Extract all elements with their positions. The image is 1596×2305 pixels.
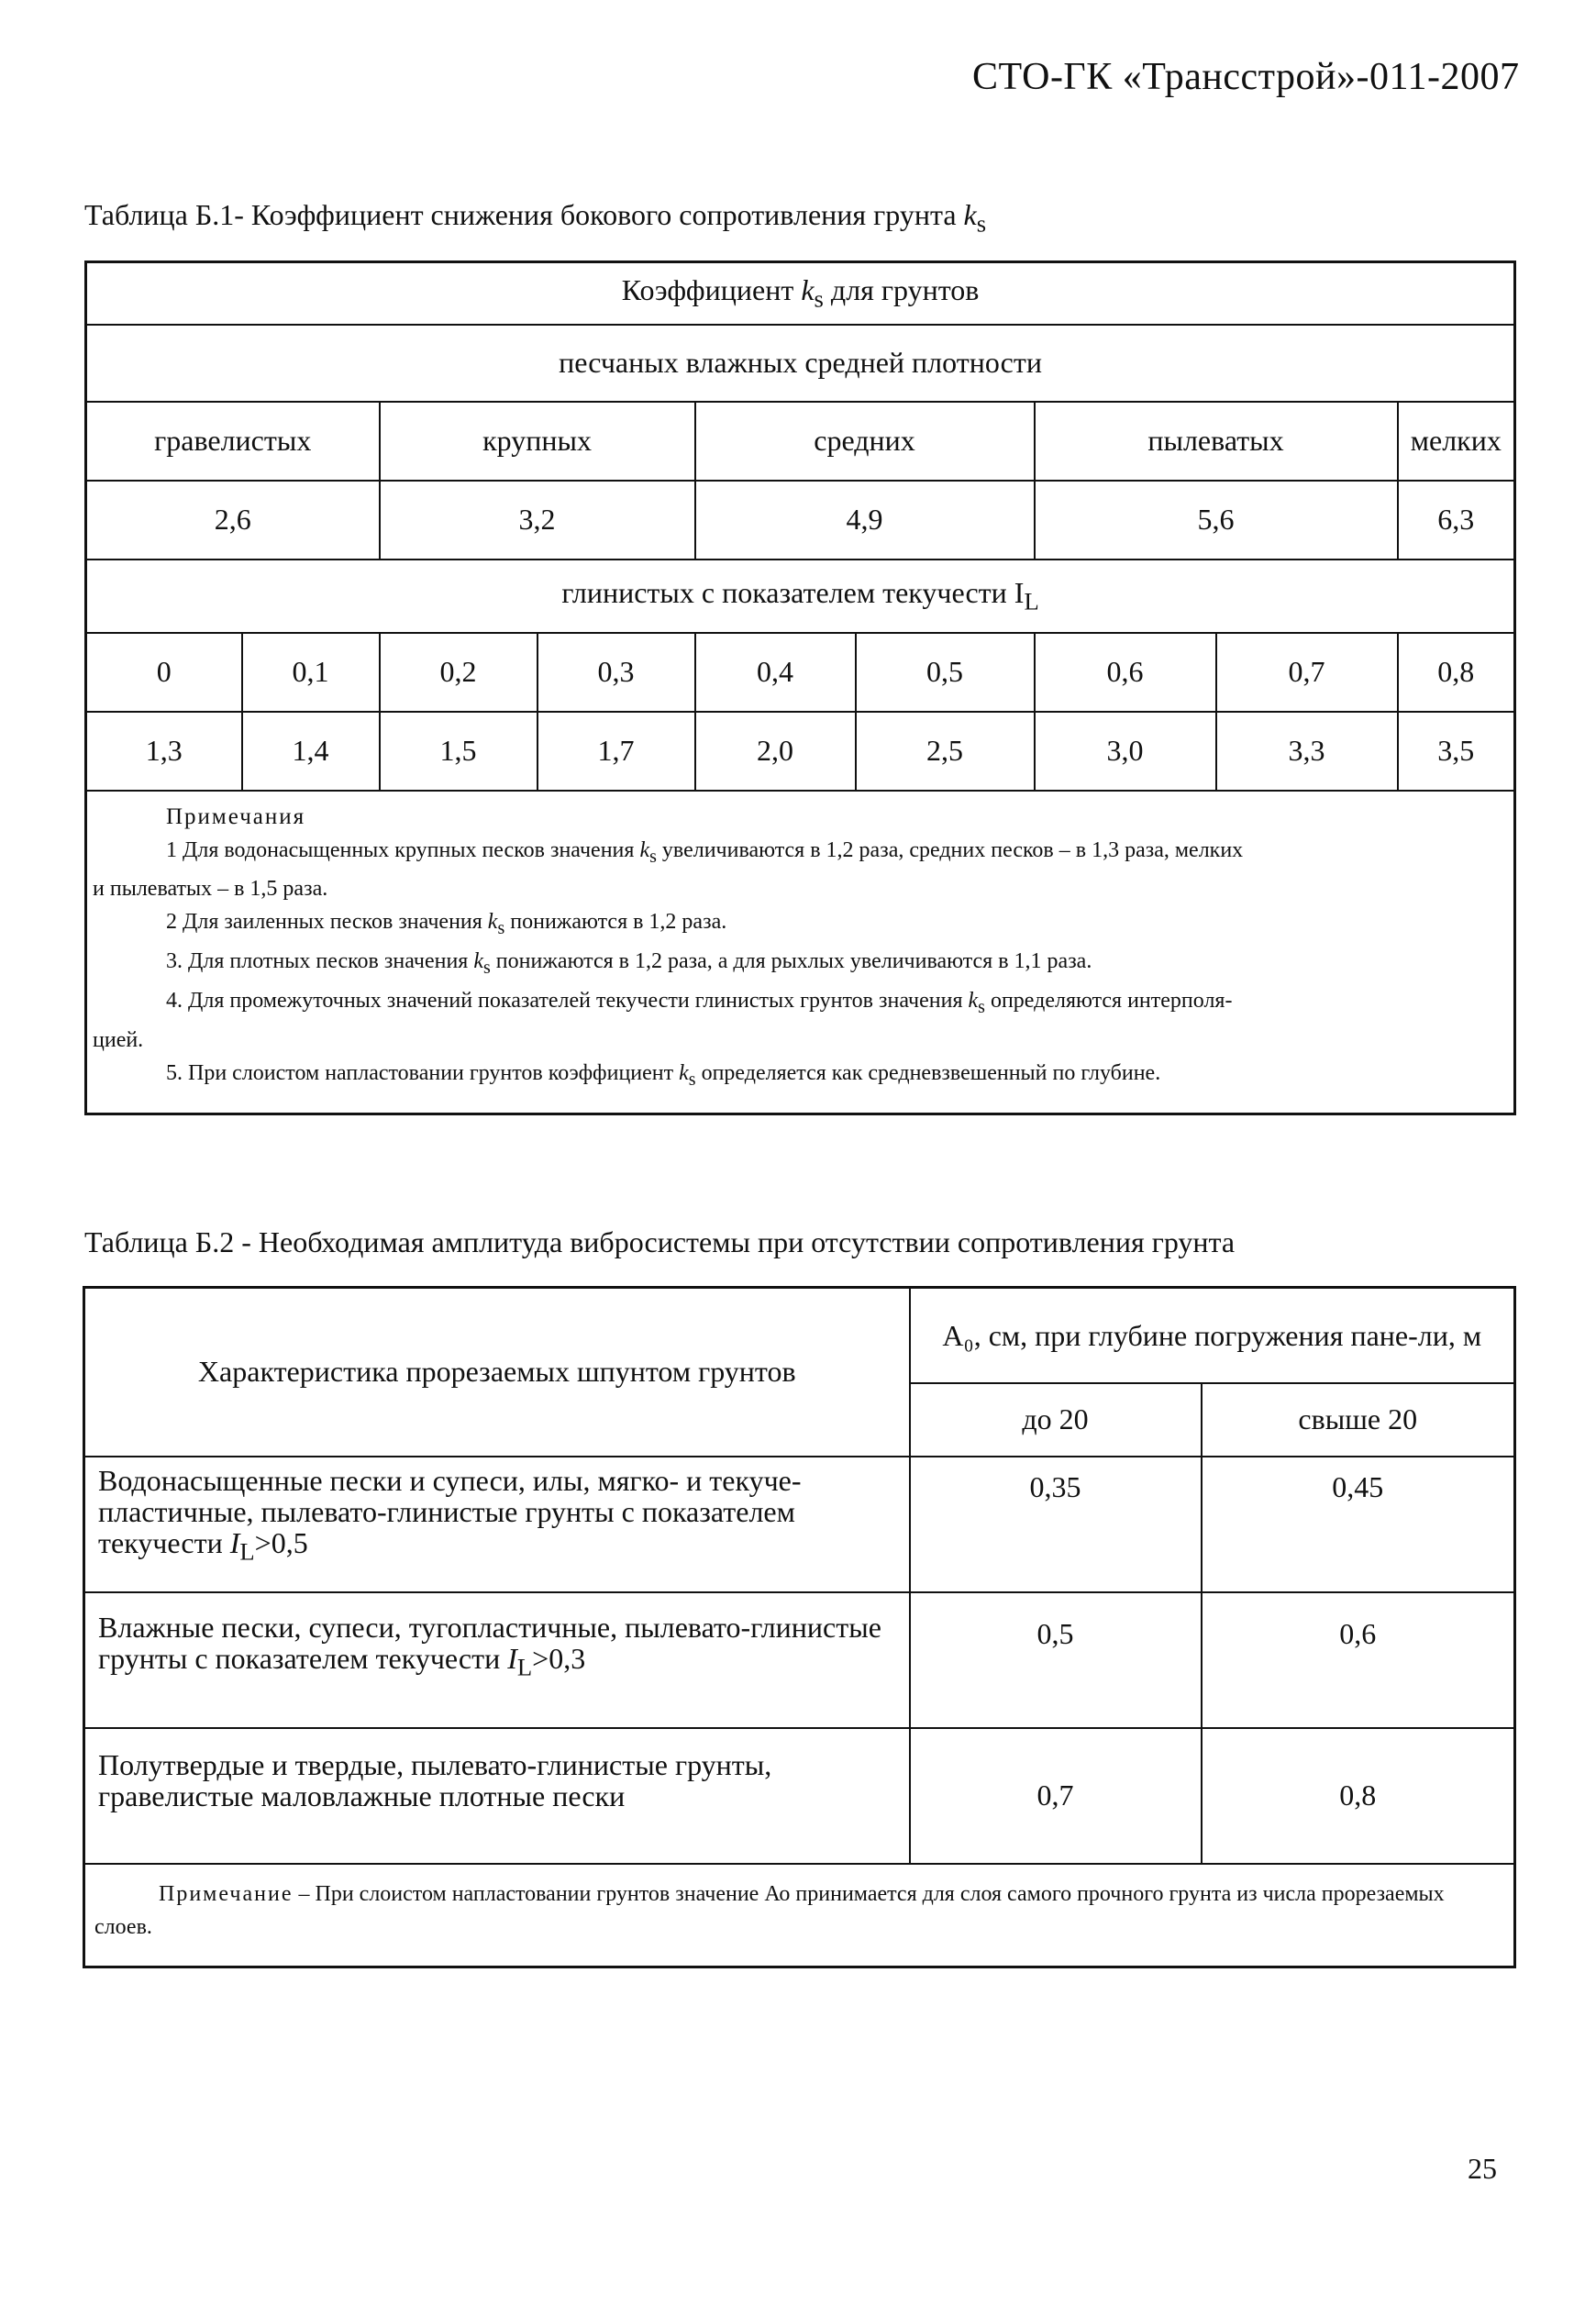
table1-sand-type: средних	[695, 402, 1035, 481]
table1-il-value: 0,4	[695, 633, 856, 712]
table1-clay-header-row	[86, 560, 1515, 633]
table2-amplitude-value: 0,35	[910, 1457, 1202, 1592]
table1-notes-title: Примечания	[166, 803, 306, 829]
table1-il-value: 0,6	[1035, 633, 1216, 712]
table2-soil-description: Водонасыщенные пески и супеси, илы, мягко- и текуче-пластичные, пылевато-глинистые грунты с показателем текучести $I_L>0,5$	[84, 1457, 910, 1592]
table1-title-sub: s	[814, 284, 824, 313]
table1-sand-value: 4,9	[695, 481, 1035, 560]
table1-il-value: 0,8	[1398, 633, 1515, 712]
table1-sand-value: 3,2	[380, 481, 695, 560]
table1-sand-value: 2,6	[86, 481, 380, 560]
table1-caption-text: Таблица Б.1- Коэффициент снижения бокового сопротивления грунта	[84, 198, 964, 231]
table1-sandy-header-row	[86, 325, 1515, 402]
table1-sand-value: 6,3	[1398, 481, 1515, 560]
table1-notes	[86, 791, 1515, 1114]
table1-sand-type: гравелистых	[86, 402, 380, 481]
table1-il-value: 0,5	[856, 633, 1035, 712]
table2-header-row	[84, 1288, 1515, 1383]
table1-sandy-header: песчаных влажных средней плотности	[86, 325, 1515, 402]
table2-soil-description: Влажные пески, супеси, тугопластичные, пылевато-глинистые грунты с показателем текучести $I_L>0,3$	[84, 1592, 910, 1728]
table2-depth-header: до 20	[910, 1383, 1202, 1457]
table1-caption	[84, 198, 986, 238]
table1-clay-header	[86, 560, 1515, 633]
table2-soil-description: Полутвердые и твердые, пылевато-глинистые грунты, гравелистые маловлажные плотные пески	[84, 1728, 910, 1864]
table1-k-value: 2,5	[856, 712, 1035, 791]
table1-title-row	[86, 262, 1515, 325]
table1-title-post: для грунтов	[823, 273, 980, 307]
table1-title-pre: Коэффициент	[621, 273, 802, 307]
table2-amplitude-value: 0,7	[910, 1728, 1202, 1864]
table1-notes-row	[86, 791, 1515, 1114]
table1-title-symbol: k	[801, 273, 815, 307]
table1-sand-type: пылеватых	[1035, 402, 1398, 481]
document-header: СТО-ГК «Трансстрой»-011-2007	[972, 56, 1520, 98]
table1-k-value: 1,4	[242, 712, 380, 791]
table2-note-label: Примечание	[159, 1881, 294, 1906]
table2-caption: Таблица Б.2 - Необходимая амплитуда вибросистемы при отсутствии сопротивления грунта	[84, 1225, 1236, 1258]
table1-il-value: 0	[86, 633, 242, 712]
table1-k-value: 2,0	[695, 712, 856, 791]
table2-row	[84, 1457, 1515, 1592]
page-number: 25	[1468, 2152, 1497, 2185]
table2-note-text: – При слоистом напластовании грунтов значение Ао принимается для слоя самого прочного грунта из числа прорезаемых слоев.	[94, 1881, 1445, 1939]
table1-il-value: 0,1	[242, 633, 380, 712]
table1-note-line: 1 Для водонасыщенных крупных песков значения $k_s$ увеличиваются в 1,2 раза, средних песков – в 1,3 раза, мелких	[166, 837, 1244, 867]
table1-clay-header-sub: L	[1024, 587, 1039, 615]
table1-note-line: 3. Для плотных песков значения $k_s$ понижаются в 1,2 раза, а для рыхлых увеличиваются в 1,1 раза.	[166, 949, 1092, 978]
table1-note-line: 5. При слоистом напластовании грунтов коэффициент $k_s$ определяется как средневзвешенный по глубине.	[166, 1060, 1161, 1090]
table1-k-row	[86, 712, 1515, 791]
table1-sand-type: мелких	[1398, 402, 1515, 481]
table1-k-value: 1,3	[86, 712, 242, 791]
table2-amplitude-value: 0,8	[1202, 1728, 1515, 1864]
table1-k-value: 3,3	[1216, 712, 1398, 791]
table1-k-value: 3,0	[1035, 712, 1216, 791]
table1-note-line: цией.	[93, 1027, 144, 1052]
table2-amplitude-value: 0,45	[1202, 1457, 1515, 1592]
table1-sand-types-row	[86, 402, 1515, 481]
table1-note-line: и пылеватых – в 1,5 раза.	[93, 877, 328, 902]
table1-note-line: 4. Для промежуточных значений показателей текучести глинистых грунтов значения $k_s$ определяются интерполя-	[166, 988, 1233, 1017]
table1-il-value: 0,7	[1216, 633, 1398, 712]
table1-k-value: 1,5	[380, 712, 538, 791]
table1-caption-subscript: s	[976, 209, 987, 238]
table1-il-value: 0,3	[538, 633, 695, 712]
table1-clay-header-text: глинистых с показателем текучести I	[561, 575, 1025, 609]
table2-amplitude-value: 0,5	[910, 1592, 1202, 1728]
table1-caption-symbol: k	[963, 198, 977, 231]
table2-note	[84, 1864, 1515, 1967]
table1-il-row	[86, 633, 1515, 712]
table1-note-line: 2 Для заиленных песков значения $k_s$ понижаются в 1,2 раза.	[166, 910, 727, 939]
table2-amplitude-header: А₀, см, при глубине погружения пане-ли, м	[910, 1288, 1515, 1383]
table2	[83, 1286, 1516, 1968]
table2-amplitude-value: 0,6	[1202, 1592, 1515, 1728]
table1	[84, 260, 1516, 1115]
table1-k-value: 3,5	[1398, 712, 1515, 791]
table2-col1-header: Характеристика прорезаемых шпунтом грунтов	[84, 1288, 910, 1457]
table2-note-row	[84, 1864, 1515, 1967]
table1-sand-type: крупных	[380, 402, 695, 481]
table2-row	[84, 1728, 1515, 1864]
table1-k-value: 1,7	[538, 712, 695, 791]
table1-sand-value: 5,6	[1035, 481, 1398, 560]
table2-row	[84, 1592, 1515, 1728]
table1-sand-values-row	[86, 481, 1515, 560]
table1-title-cell	[86, 262, 1515, 325]
table2-depth-header: свыше 20	[1202, 1383, 1515, 1457]
table1-il-value: 0,2	[380, 633, 538, 712]
